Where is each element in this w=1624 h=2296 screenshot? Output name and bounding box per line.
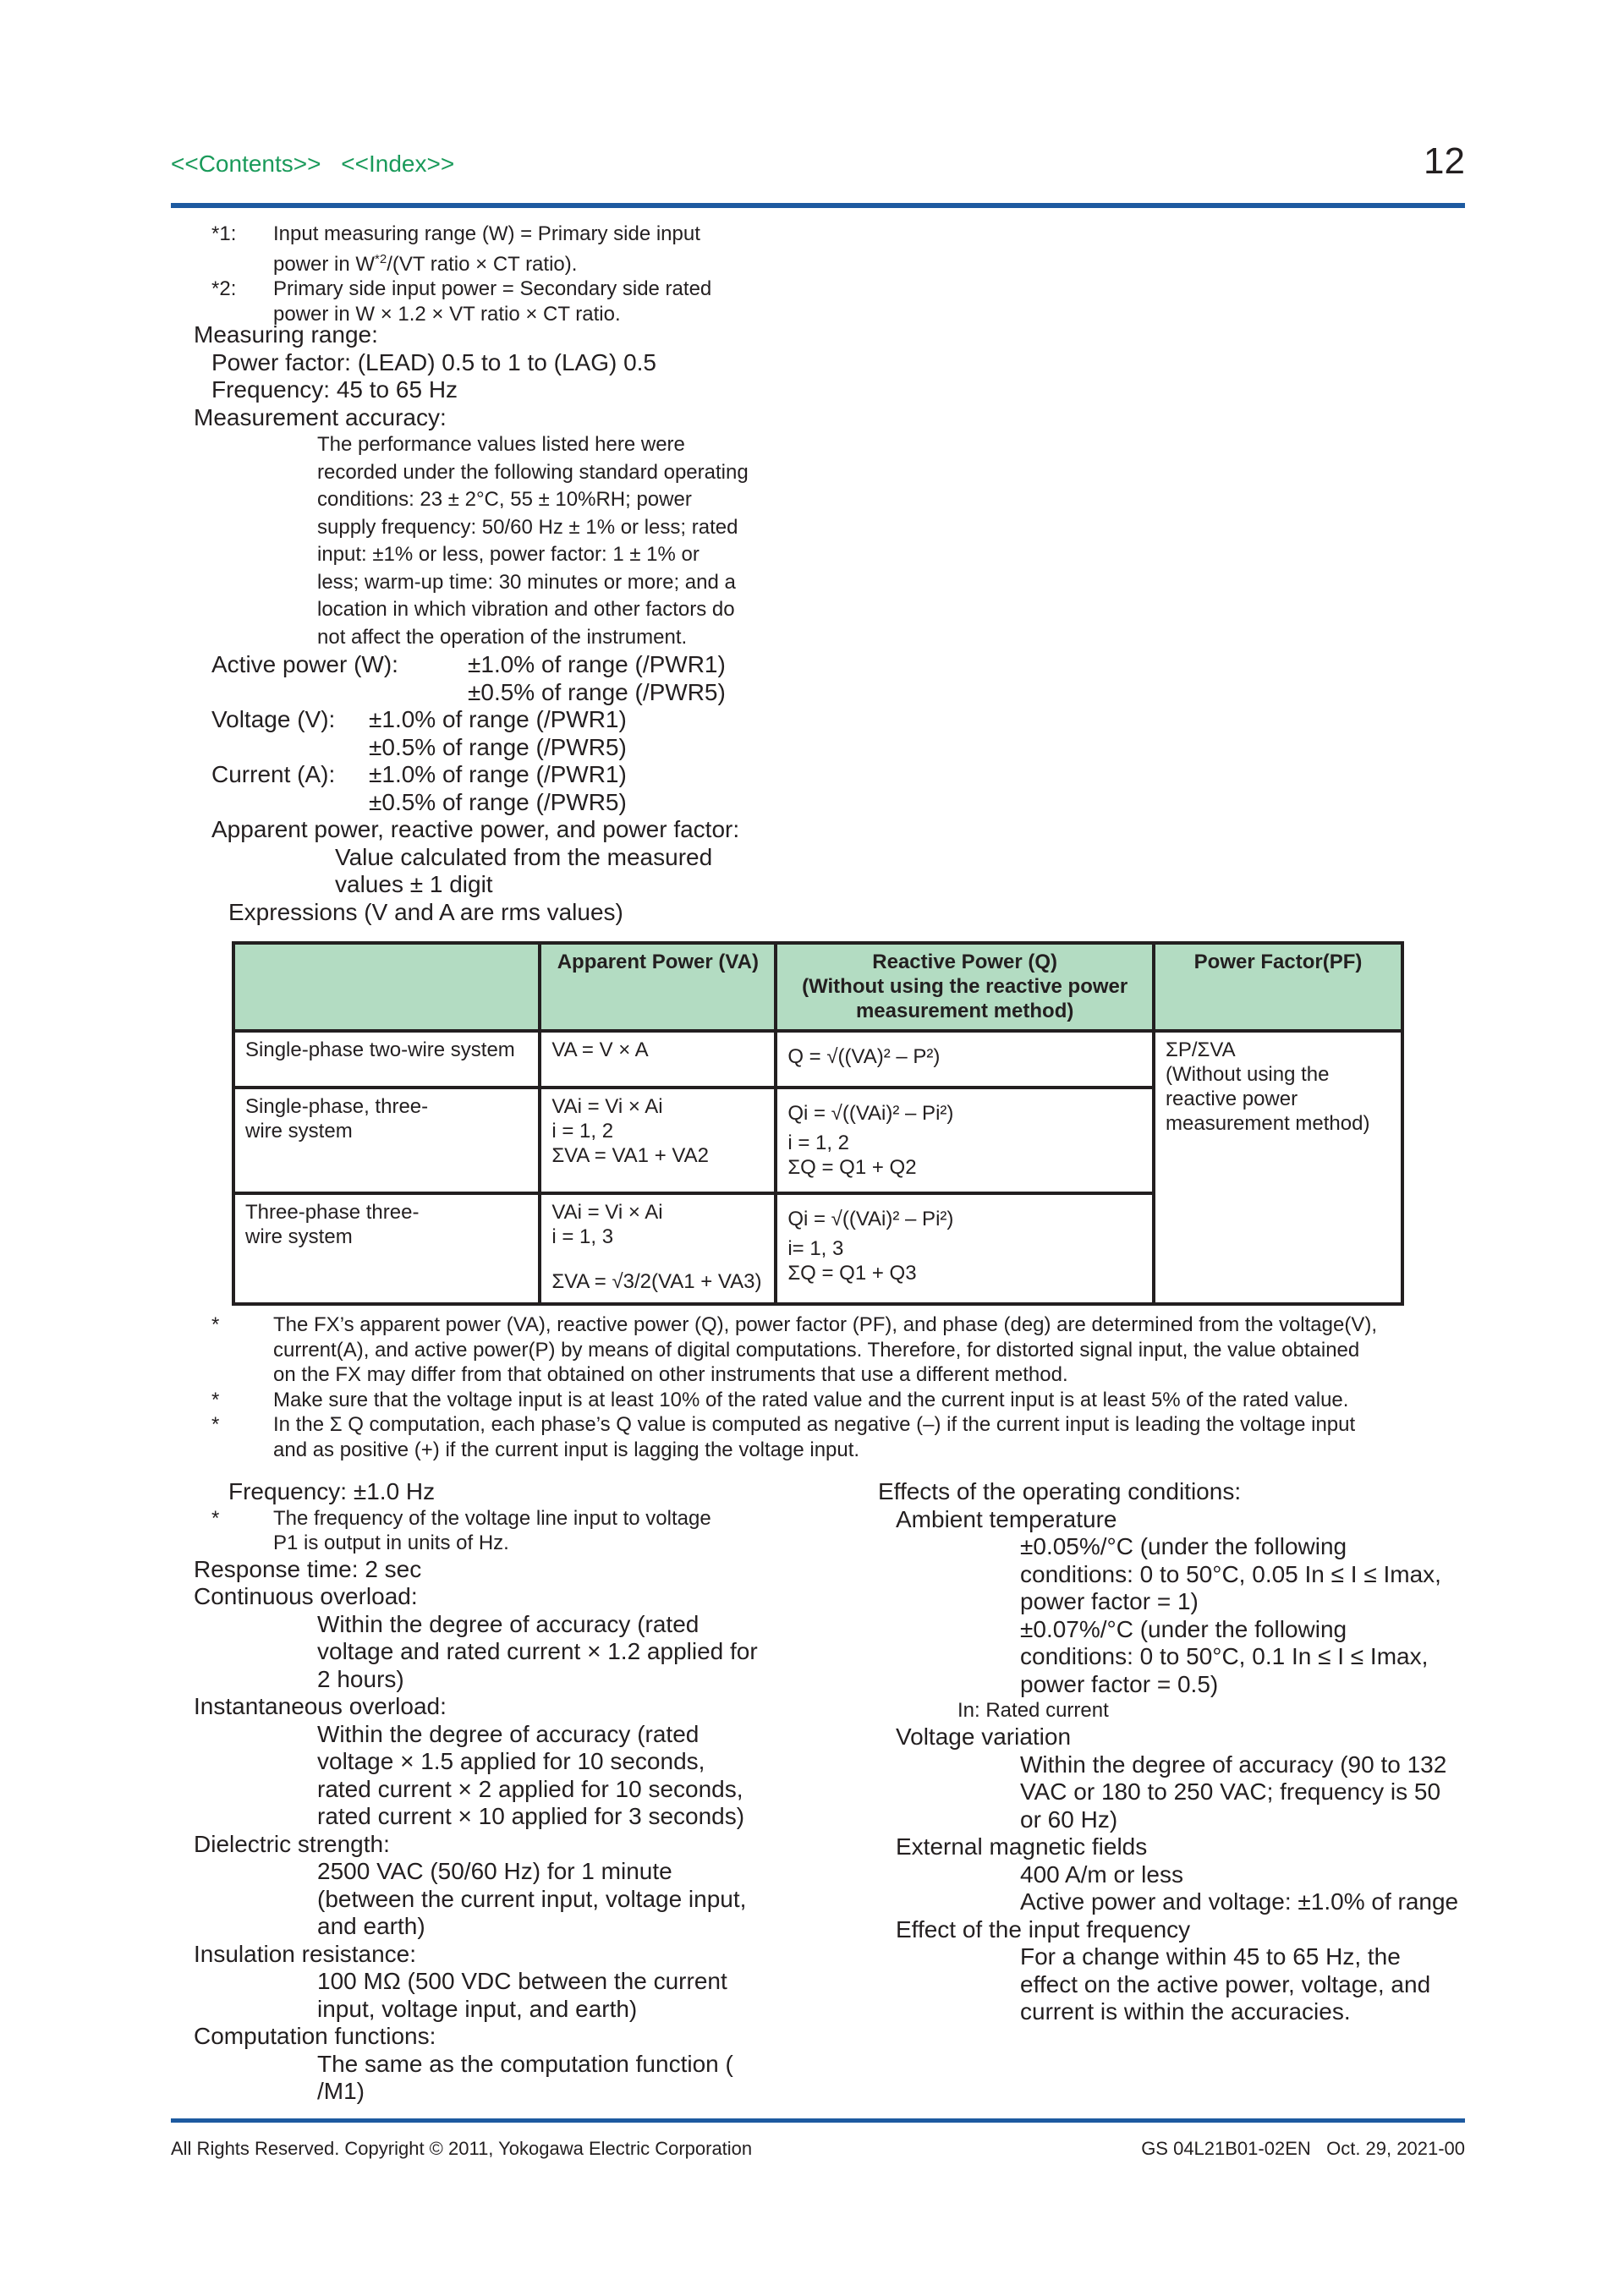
cell-q: Qi = √((VAi)² – Pi²) i= 1, 3 ΣQ = Q1 + Q3 (776, 1193, 1154, 1304)
header-pf: Power Factor(PF) (1154, 943, 1402, 1031)
apparent-text-1: Value calculated from the measured (335, 843, 713, 870)
active-power: Active power (W): ±1.0% of range (/PWR1) (211, 651, 726, 677)
effects-heading: Effects of the operating conditions: (878, 1478, 1242, 1504)
footnote-1-line-2: power in $W^{*2}/(VT$ ratio × CT ratio). (273, 251, 578, 276)
expressions-table (232, 941, 1404, 1306)
voltage-2: ±0.5% of range (/PWR5) (369, 733, 627, 760)
dielectric-text: 2500 VAC (50/60 Hz) for 1 minute (between the current input, voltage input, and earth) (317, 1858, 747, 1940)
header-rule (171, 203, 1465, 208)
expressions-heading: Expressions (V and A are rms values) (228, 898, 623, 925)
computation-heading: Computation functions: (194, 2023, 436, 2050)
table-notes (211, 1312, 1377, 1463)
apparent-text-2: values ± 1 digit (335, 871, 493, 897)
spec-top (194, 321, 749, 926)
cell-va: VA = V × A (540, 1031, 776, 1088)
index-link[interactable]: <<Index>> (341, 151, 455, 177)
rated-current-note: In: Rated current (957, 1699, 1109, 1722)
cell-pf: ΣP/ΣVA (Without using the reactive power measurement method) (1154, 1031, 1402, 1304)
contents-link[interactable]: <<Contents>> (171, 151, 321, 177)
current-2: ±0.5% of range (/PWR5) (369, 788, 627, 815)
document-id: GS 04L21B01-02EN Oct. 29, 2021-00 (1141, 2138, 1465, 2159)
spec-right (878, 1478, 1458, 2026)
accuracy-heading: Measurement accuracy: (194, 403, 447, 430)
input-frequency-text: For a change within 45 to 65 Hz, the effect on the active power, voltage, and current is within the accuracies. (1020, 1943, 1431, 2025)
header-apparent: Apparent Power (VA) (540, 943, 776, 1031)
frequency: Frequency: 45 to 65 Hz (211, 376, 458, 403)
freq-note: * The frequency of the voltage line input to voltage P1 is output in units of Hz. (211, 1506, 711, 1555)
nav-links (171, 151, 468, 178)
footnote-1: *1: Input measuring range (W) = Primary side input power in $W^{*2}/(VT$ ratio × CT ratio). (211, 222, 700, 276)
note-3: * In the Σ Q computation, each phase’s Q value is computed as negative (–) if the current input is leading the voltage input and as positive (+) if the current input is lagging the voltage input. (211, 1413, 1356, 1461)
ambient-text: ±0.05%/°C (under the following conditions: 0 to 50°C, 0.05 In ≤ I ≤ Imax, power factor = 1) ±0.07%/°C (under the following conditions: 0 to 50°C, 0.1 In ≤ I ≤ Imax, power factor = 0.5) (1020, 1533, 1441, 1697)
instantaneous-heading: Instantaneous overload: (194, 1693, 447, 1720)
header-system (233, 943, 540, 1031)
current: Current (A): ±1.0% of range (/PWR1) (211, 761, 627, 787)
magnetic-heading: External magnetic fields (896, 1833, 1148, 1860)
table-header-row (233, 943, 1402, 1031)
table-row (233, 1031, 1402, 1088)
footnotes (211, 222, 711, 326)
voltage-variation-heading: Voltage variation (896, 1723, 1072, 1750)
measuring-range-heading: Measuring range: (194, 321, 378, 348)
continuous-text: Within the degree of accuracy (rated voltage and rated current × 1.2 applied for 2 hours) (317, 1610, 758, 1692)
accuracy-text: The performance values listed here were recorded under the following standard operating conditions: 23 ± 2°C, 55 ± 10%RH; power supply frequency: 50/60 Hz ± 1% or less; rated input: ±1% or less, power factor: 1 ± 1% or less; warm-up time: 30 minutes or more; and a location in which vibration and other factors do not affect the operation of the instrument. (317, 433, 749, 649)
footer-rule (171, 2118, 1465, 2123)
page-number: 12 (1424, 140, 1465, 182)
note-2: * Make sure that the voltage input is at least 10% of the rated value and the current input is at least 5% of the rated value. (211, 1388, 1349, 1411)
cell-q: Q = √((VA)² – P²) (776, 1031, 1154, 1088)
footnote-2: *2: Primary side input power = Secondary side rated power in W × 1.2 × VT ratio × CT ratio. (211, 277, 712, 326)
cell-system: Three-phase three-wire system (233, 1193, 540, 1304)
spec-left (194, 1478, 758, 2106)
dielectric-heading: Dielectric strength: (194, 1830, 390, 1857)
cell-va: VAi = Vi × Ai i = 1, 3 ΣVA = √3/2(VA1 + VA3) (540, 1193, 776, 1304)
voltage-variation-text: Within the degree of accuracy (90 to 132 VAC or 180 to 250 VAC; frequency is 50 or 60 Hz) (1020, 1751, 1447, 1833)
input-frequency-heading: Effect of the input frequency (896, 1915, 1191, 1943)
cell-va: VAi = Vi × Ai i = 1, 2 ΣVA = VA1 + VA2 (540, 1088, 776, 1193)
cell-q: Qi = √((VAi)² – Pi²) i = 1, 2 ΣQ = Q1 + Q2 (776, 1088, 1154, 1193)
insulation-text: 100 MΩ (500 VDC between the current input, voltage input, and earth) (317, 1968, 727, 2022)
instantaneous-text: Within the degree of accuracy (rated voltage × 1.5 applied for 10 seconds, rated current × 2 applied for 10 seconds, rated current × 10 applied for 3 seconds) (317, 1720, 745, 1830)
apparent-heading: Apparent power, reactive power, and power factor: (211, 816, 740, 842)
power-factor: Power factor: (LEAD) 0.5 to 1 to (LAG) 0.5 (211, 348, 656, 375)
copyright: All Rights Reserved. Copyright © 2011, Yokogawa Electric Corporation (171, 2138, 753, 2159)
header-reactive: Reactive Power (Q) (Without using the reactive power measurement method) (776, 943, 1154, 1031)
magnetic-text: 400 A/m or less Active power and voltage: ±1.0% of range (1020, 1860, 1459, 1915)
computation-text: The same as the computation function ( /M1) (317, 2050, 733, 2105)
continuous-heading: Continuous overload: (194, 1583, 418, 1610)
freq-accuracy: Frequency: ±1.0 Hz (228, 1478, 436, 1504)
cell-system: Single-phase, three-wire system (233, 1088, 540, 1193)
insulation-heading: Insulation resistance: (194, 1940, 417, 1967)
response-time: Response time: 2 sec (194, 1555, 422, 1582)
cell-system: Single-phase two-wire system (233, 1031, 540, 1088)
active-power-2: ±0.5% of range (/PWR5) (468, 678, 726, 705)
ambient-heading: Ambient temperature (896, 1505, 1117, 1532)
note-1: * The FX’s apparent power (VA), reactive power (Q), power factor (PF), and phase (deg) are determined from the voltage(V), current(A), and active power(P) by means of digital computations. Therefore, for distorted signal input, the value obtained on the FX may differ from that obtained on other instruments that use a different method. (211, 1313, 1378, 1387)
voltage: Voltage (V): ±1.0% of range (/PWR1) (211, 706, 627, 732)
